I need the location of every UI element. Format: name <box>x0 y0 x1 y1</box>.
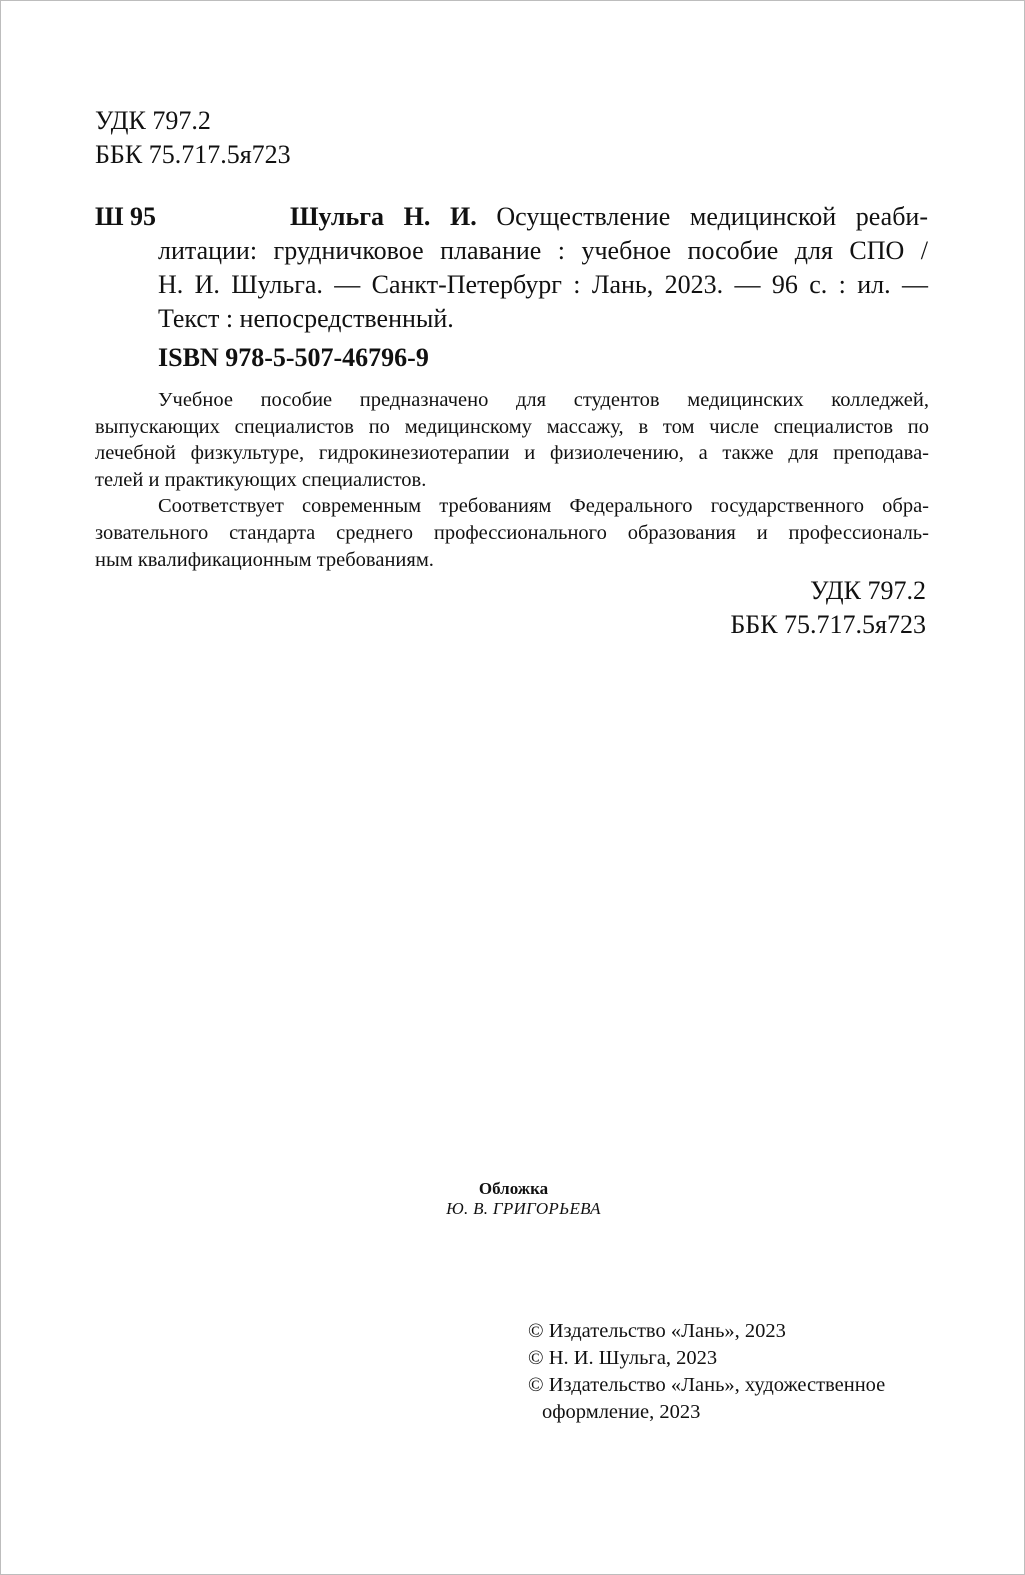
copyright-line: © Н. И. Шульга, 2023 <box>528 1347 718 1369</box>
annotation-line: ным квалификационным требованиям. <box>95 548 434 571</box>
entry-line-4: Текст : непосредственный. <box>158 304 454 333</box>
bbk-code: ББК 75.717.5я723 <box>95 140 291 169</box>
annotation-line: выпускающих специалистов по медицинскому массажу, в том числе специалистов по <box>95 415 929 438</box>
annotation <box>95 387 929 573</box>
author-sign: Ш 95 <box>95 202 157 231</box>
cover-label: Обложка <box>478 1179 549 1198</box>
entry-line-1 <box>158 200 928 234</box>
isbn: ISBN 978-5-507-46796-9 <box>158 343 429 372</box>
cover-artist: Ю. В. ГРИГОРЬЕВА <box>446 1199 601 1218</box>
udc-code: УДК 797.2 <box>95 106 211 135</box>
annotation-line: телей и практикующих специалистов. <box>95 468 427 491</box>
copyright-block <box>528 1318 885 1426</box>
entry-author: Шульга Н. И. <box>290 202 477 231</box>
classification-codes-bottom <box>730 574 926 642</box>
annotation-line: зовательного стандарта среднего профессионального образования и профессиональ- <box>95 521 929 544</box>
copyright-line: © Издательство «Лань», 2023 <box>528 1320 786 1342</box>
bbk-code: ББК 75.717.5я723 <box>730 610 926 639</box>
entry-line-3: Н. И. Шульга. — Санкт-Петербург : Лань, 2023. — 96 с. : ил. — <box>158 270 928 299</box>
annotation-line: Учебное пособие предназначено для студентов медицинских колледжей, <box>158 389 929 411</box>
udc-code: УДК 797.2 <box>810 576 926 605</box>
copyright-line: © Издательство «Лань», художественное <box>528 1374 886 1396</box>
annotation-line: Соответствует современным требованиям Федерального государственного обра- <box>158 495 929 518</box>
classification-codes-top <box>95 104 291 172</box>
entry-line-2: литации: грудничковое плавание : учебное пособие для СПО / <box>158 236 928 265</box>
entry-title-start: Осуществление медицинской реаби- <box>496 202 928 231</box>
annotation-line: лечебной физкультуре, гидрокинезиотерапии и физиолечению, а также для преподава- <box>95 442 929 465</box>
copyright-line: оформление, 2023 <box>542 1401 701 1423</box>
bibliographic-entry <box>158 200 928 336</box>
